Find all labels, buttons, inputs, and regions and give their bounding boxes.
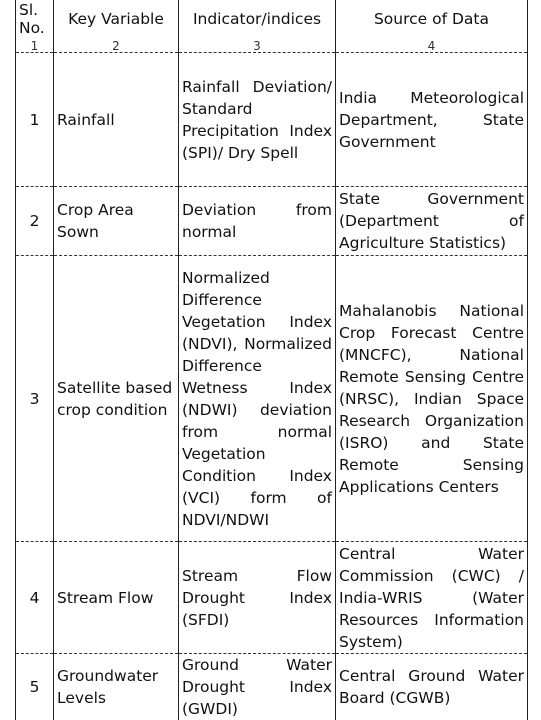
column-number: 2 xyxy=(54,38,179,53)
row-source: India Meteorological Department, State Government xyxy=(336,53,528,187)
row-source: Mahalanobis National Crop Forecast Centre (MNCFC), National Remote Sensing Centre (NRSC), Indian Space Research Organization (ISRO) and State Remote Sensing Applications Centers xyxy=(336,256,528,542)
row-key-variable: Crop Area Sown xyxy=(54,187,179,256)
column-number-row xyxy=(16,38,528,53)
drought-indicators-table xyxy=(15,0,528,720)
row-key-variable: Groundwater Levels xyxy=(54,654,179,720)
table-row xyxy=(16,654,528,720)
row-indicator: Rainfall Deviation/ Standard Precipitation Index (SPI)/ Dry Spell xyxy=(179,53,336,187)
header-indicator: Indicator/indices xyxy=(179,0,336,38)
row-sl-no: 4 xyxy=(16,542,54,654)
header-source: Source of Data xyxy=(336,0,528,38)
row-source: Central Water Commission (CWC) / India-WRIS (Water Resources Information System) xyxy=(336,542,528,654)
row-key-variable: Satellite based crop condition xyxy=(54,256,179,542)
row-indicator: Stream Flow Drought Index (SFDI) xyxy=(179,542,336,654)
column-number: 3 xyxy=(179,38,336,53)
row-indicator: Normalized Difference Vegetation Index (NDVI), Normalized Difference Wetness Index (NDWI) deviation from normal Vegetation Condition Index (VCI) form of NDVI/NDWI xyxy=(179,256,336,542)
row-key-variable: Rainfall xyxy=(54,53,179,187)
row-sl-no: 5 xyxy=(16,654,54,720)
table-header-row xyxy=(16,0,528,38)
row-sl-no: 1 xyxy=(16,53,54,187)
table-row xyxy=(16,542,528,654)
row-sl-no: 3 xyxy=(16,256,54,542)
column-number: 4 xyxy=(336,38,528,53)
table-row xyxy=(16,256,528,542)
column-number: 1 xyxy=(16,38,54,53)
row-sl-no: 2 xyxy=(16,187,54,256)
row-source: State Government (Department of Agriculture Statistics) xyxy=(336,187,528,256)
row-source: Central Ground Water Board (CGWB) xyxy=(336,654,528,720)
header-sl-no: Sl. No. xyxy=(16,0,54,38)
row-indicator: Deviation from normal xyxy=(179,187,336,256)
row-key-variable: Stream Flow xyxy=(54,542,179,654)
row-indicator: Ground Water Drought Index (GWDI) xyxy=(179,654,336,720)
table-row xyxy=(16,53,528,187)
table-row xyxy=(16,187,528,256)
header-key-variable: Key Variable xyxy=(54,0,179,38)
